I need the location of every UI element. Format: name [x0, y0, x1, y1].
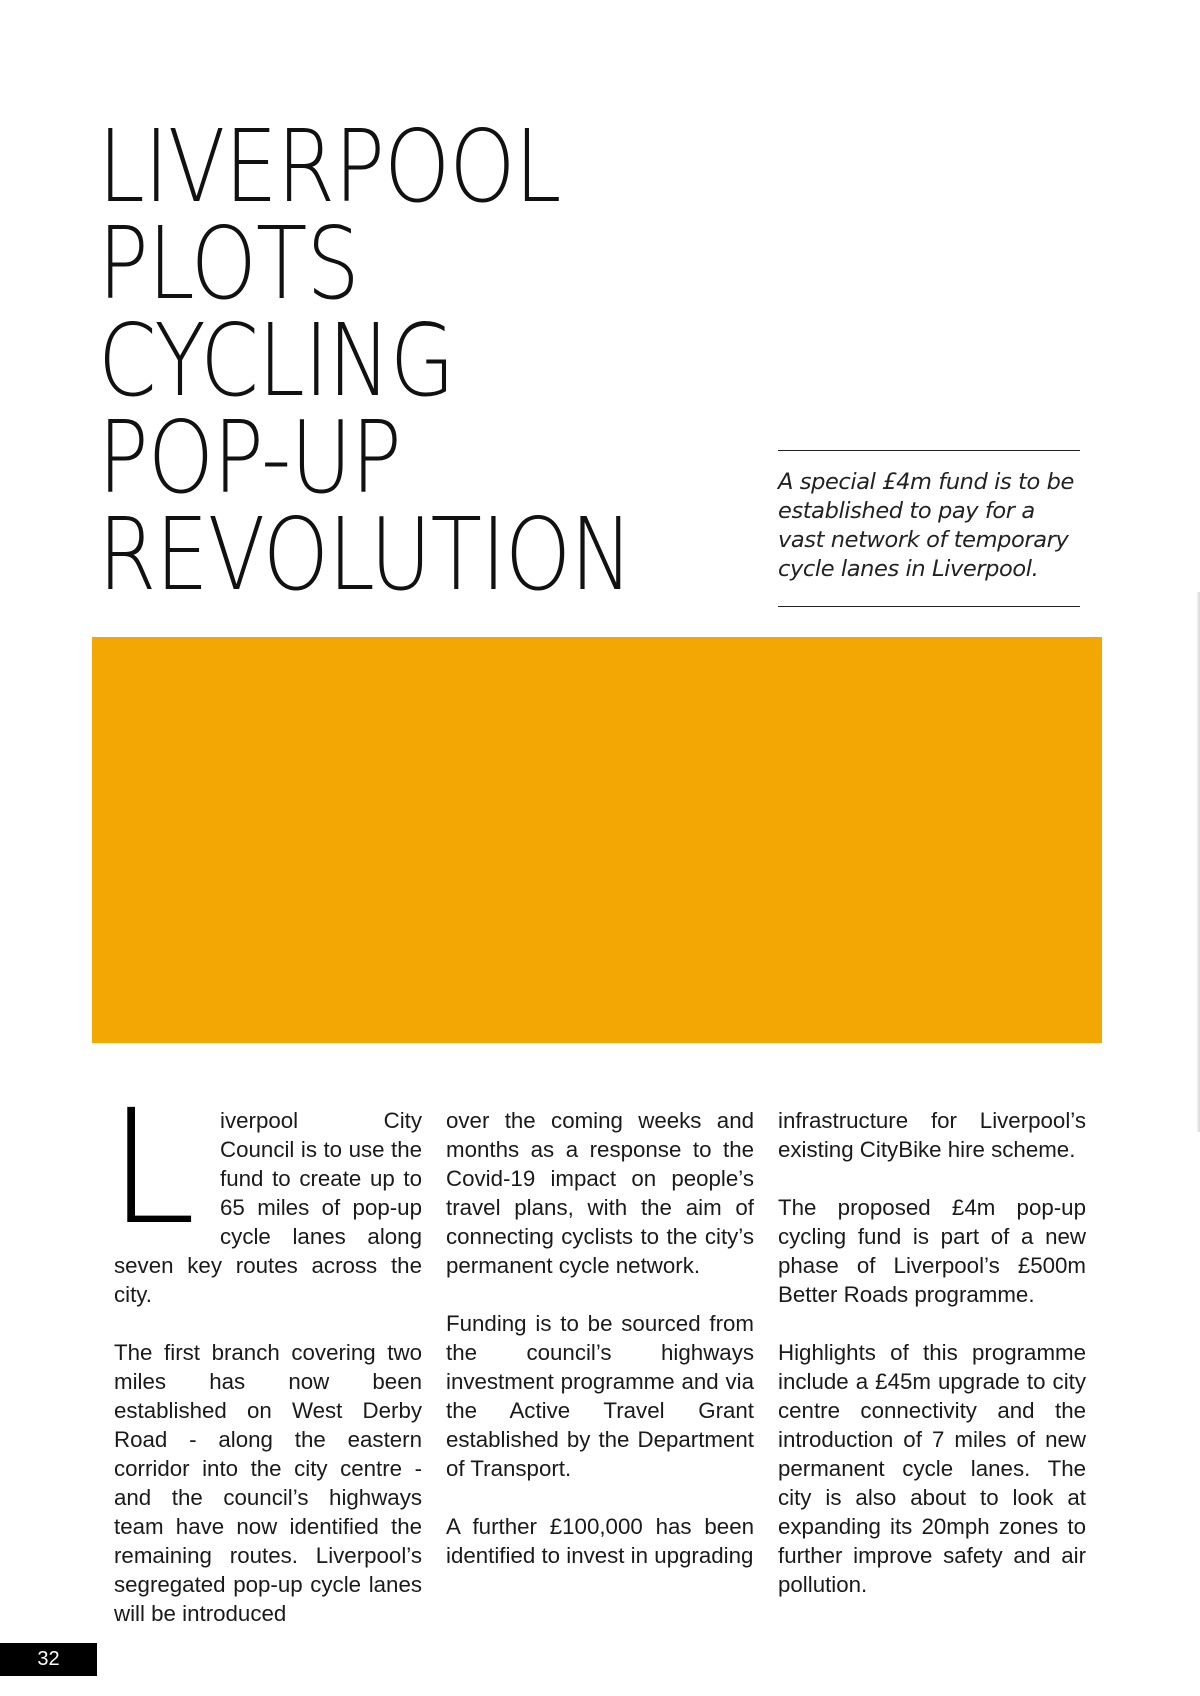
headline-line-4: POP-UP	[98, 399, 401, 516]
paragraph: Funding is to be sourced from the council’s highways investment programme and via the Active Travel Grant established by the Department of Transport.	[446, 1311, 754, 1481]
paragraph: Highlights of this programme include a £45m upgrade to city centre connectivity and the introduction of 7 miles of new permanent cycle lanes. The city is also about to look at expanding its 20mph zones to further improve safety and air pollution.	[778, 1340, 1086, 1597]
body-column-1	[108, 1076, 422, 1628]
headline-line-3: CYCLING	[98, 302, 455, 419]
paragraph-intro	[108, 1076, 422, 1309]
headline-line-2: PLOTS	[98, 205, 360, 322]
paragraph: over the coming weeks and months as a response to the Covid-19 impact on people’s travel plans, with the aim of connecting cyclists to the city’s permanent cycle network.	[446, 1108, 754, 1278]
body-column-2	[446, 1106, 754, 1570]
drop-cap: L	[108, 1076, 197, 1260]
paragraph: A further £100,000 has been identified to invest in upgrading	[446, 1514, 754, 1568]
standfirst	[778, 450, 1080, 607]
body-column-3	[778, 1106, 1086, 1599]
paragraph: The proposed £4m pop-up cycling fund is part of a new phase of Liverpool’s £500m Better Roads programme.	[778, 1195, 1086, 1307]
paragraph-intro-text: iverpool City Council is to use the fund to create up to 65 miles of pop-up cycle lanes along seven key routes across the city.	[114, 1108, 422, 1307]
headline-line-5: REVOLUTION	[98, 496, 633, 613]
article-body	[108, 1076, 1088, 1626]
headline-line-1: LIVERPOOL	[98, 108, 561, 225]
page-number: 32	[0, 1643, 97, 1676]
standfirst-text: A special £4m fund is to be established to pay for a vast network of temporary cycle lanes in Liverpool.	[778, 469, 1074, 582]
image-placeholder-block	[92, 637, 1102, 1043]
paragraph: infrastructure for Liverpool’s existing CityBike hire scheme.	[778, 1108, 1086, 1162]
paragraph: The first branch covering two miles has now been established on West Derby Road - along the eastern corridor into the city centre - and the council’s highways team have now identified the remaining routes. Liverpool’s segregated pop-up cycle lanes will be introduced	[114, 1340, 422, 1626]
headline	[98, 108, 636, 613]
